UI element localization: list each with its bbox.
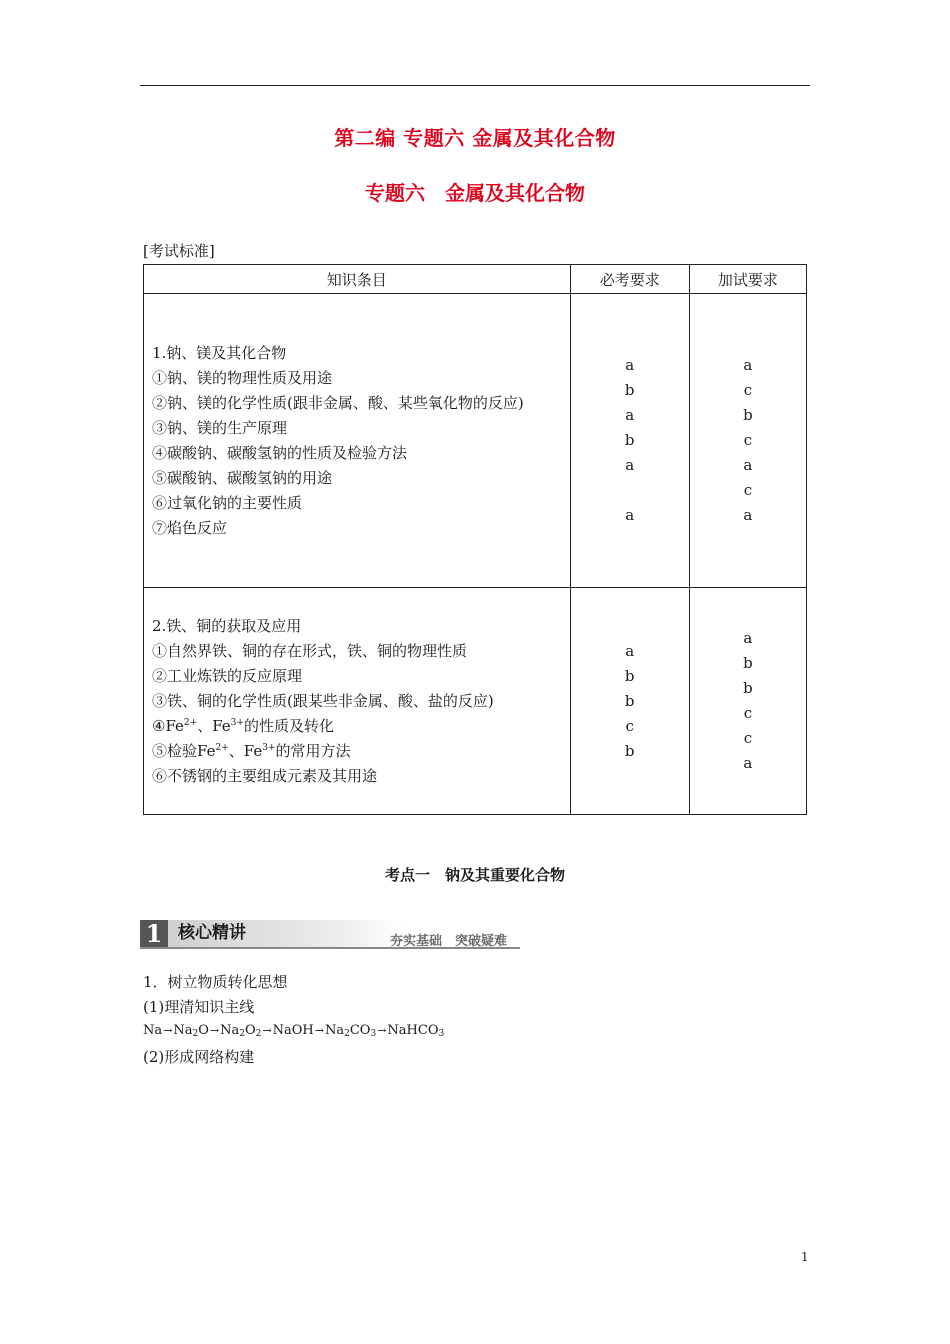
formula-nahco3: [387, 1023, 444, 1038]
content-line: (2)形成网络构建: [143, 1048, 255, 1066]
content-line: 1．树立物质转化思想: [143, 973, 288, 991]
list-item: ①自然界铁、铜的存在形式，铁、铜的物理性质: [152, 641, 468, 660]
extra-levels-group2: [689, 588, 806, 815]
formula-na2co3: [325, 1023, 376, 1038]
item-text: 的常用方法: [275, 741, 351, 760]
formula-part: NaHCO: [387, 1023, 439, 1038]
level-value: b: [743, 679, 753, 697]
list-item: 1.钠、镁及其化合物: [152, 343, 287, 362]
formula-part: Na: [173, 1023, 193, 1038]
charge-superscript: 2+: [215, 742, 229, 753]
exam-standards-label: [考试标准]: [143, 242, 215, 260]
level-value: c: [743, 381, 753, 399]
list-item: ②钠、镁的化学性质(跟非金属、酸、某些氧化物的反应): [152, 393, 524, 412]
banner-number: 1: [140, 920, 168, 947]
subscript: 2: [344, 1029, 350, 1039]
required-levels-group1: [570, 294, 689, 588]
required-levels-group2: [570, 588, 689, 815]
list-item: ②工业炼铁的反应原理: [152, 666, 303, 685]
level-value: c: [625, 716, 634, 735]
formula-part: O: [198, 1023, 209, 1038]
table-row: [144, 588, 807, 815]
core-lecture-banner: [140, 920, 520, 950]
banner-label: 核心精讲: [168, 920, 404, 947]
arrow-icon: →: [209, 1024, 220, 1037]
item-text: 、Fe: [197, 716, 231, 735]
list-item: ③铁、铜的化学性质(跟某些非金属、酸、盐的反应): [152, 691, 494, 710]
list-item: [152, 714, 570, 739]
level-value: b: [624, 431, 635, 449]
level-value: b: [624, 741, 635, 760]
list-item: [152, 739, 570, 764]
formula-part: Na: [324, 1023, 345, 1038]
column-header-knowledge: 知识条目: [144, 265, 571, 294]
formula-part: O: [245, 1023, 256, 1038]
list-item: 2.铁、铜的获取及应用: [152, 616, 302, 635]
level-value: b: [624, 691, 635, 710]
level-blank: [571, 478, 689, 503]
level-value: a: [625, 641, 635, 660]
list-item: ④碳酸钠、碳酸氢钠的性质及检验方法: [152, 443, 408, 462]
formula-na2o: [173, 1023, 209, 1038]
column-header-extra: 加试要求: [689, 265, 806, 294]
subscript: 2: [255, 1029, 262, 1039]
charge-superscript: 2+: [183, 717, 198, 728]
list-item: ⑥过氧化钠的主要性质: [152, 493, 303, 512]
level-value: b: [743, 654, 753, 672]
list-item: ①钠、镁的物理性质及用途: [152, 368, 333, 387]
exam-standards-table: [143, 264, 807, 815]
charge-superscript: 3+: [262, 742, 276, 753]
level-value: a: [743, 629, 753, 647]
conversion-chain: [143, 1023, 444, 1038]
level-value: b: [624, 666, 635, 685]
arrow-icon: →: [377, 1024, 387, 1037]
banner-underline: [140, 947, 520, 949]
knowledge-items-iron-copper: [144, 588, 571, 815]
level-value: a: [625, 406, 635, 424]
item-text: ④Fe: [152, 716, 184, 735]
list-item: ⑦焰色反应: [152, 518, 228, 537]
charge-superscript: 3+: [230, 717, 244, 728]
level-value: a: [743, 456, 753, 474]
level-value: a: [625, 506, 635, 524]
level-value: c: [743, 431, 753, 449]
item-text: 、Fe: [228, 741, 263, 760]
level-value: c: [743, 704, 753, 722]
list-item: ③钠、镁的生产原理: [152, 418, 288, 437]
level-value: c: [743, 729, 753, 747]
arrow-icon: →: [262, 1024, 272, 1037]
item-text: 的性质及转化: [243, 716, 334, 735]
formula-part: Na: [220, 1023, 240, 1038]
level-value: b: [624, 381, 635, 399]
subscript: 2: [192, 1029, 199, 1039]
header-rule: [140, 85, 810, 86]
banner-slogan: 夯实基础 突破疑难: [390, 934, 508, 949]
item-text: ⑤检验Fe: [152, 741, 216, 760]
extra-levels-group1: [689, 294, 806, 588]
arrow-icon: →: [163, 1024, 173, 1037]
subscript: 2: [239, 1029, 245, 1039]
knowledge-items-sodium-magnesium: [144, 294, 571, 588]
section-heading: 考点一 钠及其重要化合物: [384, 866, 565, 884]
subscript: 3: [370, 1029, 377, 1039]
level-value: a: [625, 356, 635, 374]
content-line: (1)理清知识主线: [143, 998, 255, 1016]
list-item: ⑥不锈钢的主要组成元素及其用途: [152, 766, 378, 785]
page-number: 1: [801, 1250, 809, 1264]
formula-na: Na: [143, 1023, 163, 1038]
column-header-required: 必考要求: [570, 265, 689, 294]
arrow-icon: →: [314, 1024, 324, 1037]
level-value: a: [625, 456, 635, 474]
level-value: a: [743, 754, 753, 772]
page-subtitle: 专题六 金属及其化合物: [365, 181, 585, 205]
level-value: b: [743, 406, 753, 424]
level-value: c: [743, 481, 753, 499]
table-row: [144, 294, 807, 588]
level-value: a: [743, 506, 753, 524]
formula-na2o2: [220, 1023, 261, 1038]
formula-naoh: NaOH: [272, 1023, 314, 1038]
formula-part: CO: [349, 1023, 371, 1038]
table-header-row: [144, 265, 807, 294]
list-item: ⑤碳酸钠、碳酸氢钠的用途: [152, 468, 333, 487]
page-title: 第二编 专题六 金属及其化合物: [334, 126, 616, 150]
subscript: 3: [438, 1029, 445, 1039]
level-value: a: [743, 356, 753, 374]
